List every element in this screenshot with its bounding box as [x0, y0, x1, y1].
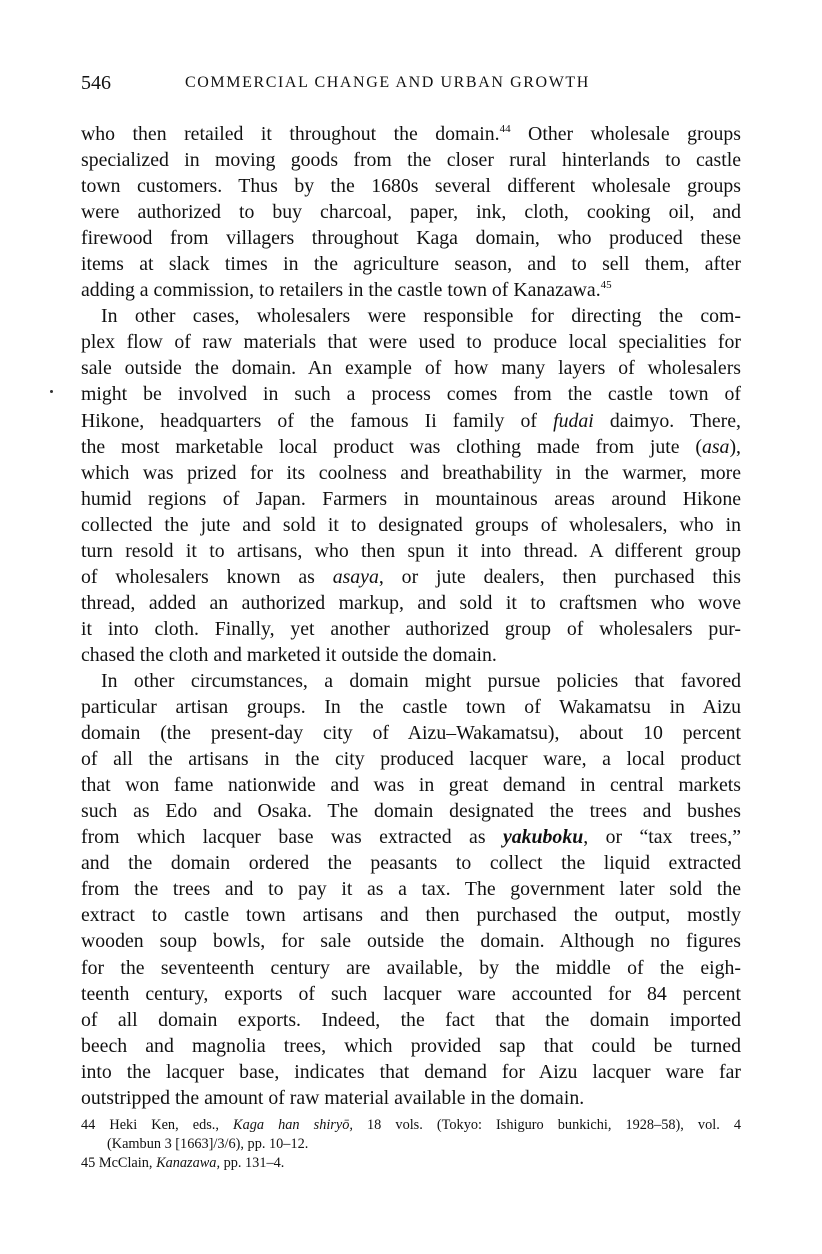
text-line: plex flow of raw materials that were used to produce local specialities for: [81, 331, 741, 354]
footnote-44: 44 Heki Ken, eds., Kaga han shiryō, 18 vols. (Tokyo: Ishiguro bunkichi, 1928–58), vol. 4: [81, 1117, 742, 1133]
text-line: humid regions of Japan. Farmers in mountainous areas around Hikone: [81, 487, 741, 510]
text-line: wooden soup bowls, for sale outside the domain. Although no figures: [81, 930, 741, 953]
margin-mark: [50, 390, 53, 393]
text-line: of all the artisans in the city produced lacquer ware, a local product: [81, 748, 741, 771]
text-line: adding a commission, to retailers in the castle town of Kanazawa.$^{45}$: [81, 279, 612, 302]
text-line: might be involved in such a process comes from the castle town of: [81, 383, 741, 406]
text-line: items at slack times in the agriculture season, and to sell them, after: [81, 253, 741, 276]
text-line: the most marketable local product was clothing made from jute (asa),: [81, 435, 741, 458]
text-line: and the domain ordered the peasants to collect the liquid extracted: [81, 852, 741, 875]
text-line: chased the cloth and marketed it outside the domain.: [81, 643, 497, 666]
text-line: sale outside the domain. An example of how many layers of wholesalers: [81, 357, 741, 380]
text-line: beech and magnolia trees, which provided sap that could be turned: [81, 1034, 741, 1057]
text-line: for the seventeenth century are available, by the middle of the eigh-: [81, 956, 741, 979]
text-line: outstripped the amount of raw material available in the domain.: [81, 1086, 585, 1109]
text-line: domain (the present-day city of Aizu–Wakamatsu), about 10 percent: [81, 722, 741, 745]
footnote-44-continued: (Kambun 3 [1663]/3/6), pp. 10–12.: [107, 1136, 309, 1152]
text-line: turn resold it to artisans, who then spun it into thread. A different group: [81, 539, 741, 562]
text-line: particular artisan groups. In the castle town of Wakamatsu in Aizu: [81, 696, 741, 719]
text-line: town customers. Thus by the 1680s several different wholesale groups: [81, 175, 741, 198]
text-line: who then retailed it throughout the domain.$^{44}$ Other wholesale groups: [81, 123, 741, 145]
text-line: of all domain exports. Indeed, the fact that the domain imported: [81, 1008, 741, 1031]
text-line: extract to castle town artisans and then purchased the output, mostly: [81, 904, 741, 927]
footnote-ref-44: 44: [499, 123, 511, 135]
text-line: were authorized to buy charcoal, paper, ink, cloth, cooking oil, and: [81, 201, 741, 224]
running-head-title: COMMERCIAL CHANGE AND URBAN GROWTH: [185, 74, 590, 91]
text-line: teenth century, exports of such lacquer ware accounted for 84 percent: [81, 982, 741, 1005]
text-line: firewood from villagers throughout Kaga domain, who produced these: [81, 227, 741, 250]
text-line: In other circumstances, a domain might pursue policies that favored: [101, 669, 741, 692]
text-line: that won fame nationwide and was in great demand in central markets: [81, 774, 741, 797]
text-line: collected the jute and sold it to designated groups of wholesalers, who in: [81, 513, 741, 536]
page-number: 546: [81, 72, 111, 94]
text-line: into the lacquer base, indicates that demand for Aizu lacquer ware far: [81, 1060, 741, 1083]
text-line: it into cloth. Finally, yet another authorized group of wholesalers pur-: [81, 617, 741, 640]
text-line: from which lacquer base was extracted as yakuboku, or “tax trees,”: [81, 826, 741, 849]
footnote-45: 45 McClain, Kanazawa, pp. 131–4.: [81, 1155, 285, 1171]
text-line: Hikone, headquarters of the famous Ii family of fudai daimyo. There,: [81, 409, 741, 432]
text-line: specialized in moving goods from the closer rural hinterlands to castle: [81, 149, 741, 172]
text-line: from the trees and to pay it as a tax. The government later sold the: [81, 878, 741, 901]
text-line: which was prized for its coolness and breathability in the warmer, more: [81, 461, 741, 484]
footnotes: [81, 1116, 741, 1173]
running-header: [81, 70, 741, 100]
text-line: of wholesalers known as asaya, or jute dealers, then purchased this: [81, 565, 741, 588]
text-line: thread, added an authorized markup, and sold it to craftsmen who wove: [81, 591, 741, 614]
footnote-ref-45: 45: [600, 279, 612, 292]
text-line: In other cases, wholesalers were responsible for directing the com-: [101, 305, 741, 328]
text-line: such as Edo and Osaka. The domain designated the trees and bushes: [81, 800, 741, 823]
body-text: [81, 121, 741, 1111]
